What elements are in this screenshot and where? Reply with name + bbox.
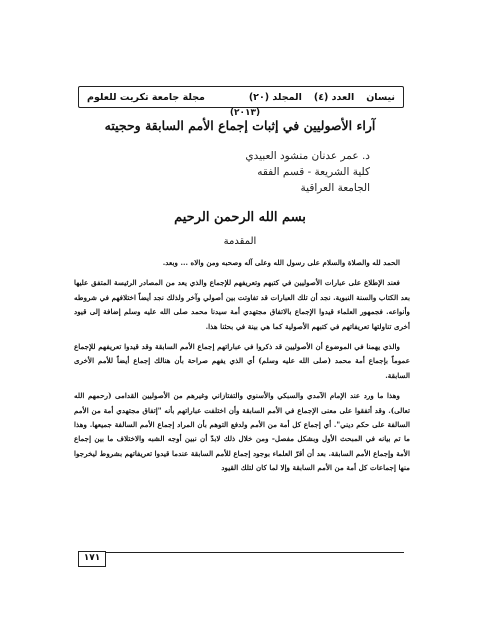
basmala: بسم الله الرحمن الرحيم xyxy=(174,210,306,225)
paragraph: الحمد لله والصلاة والسلام على رسول الله وعلى آله وصحبه ومن والاه ... وبعد. xyxy=(162,258,400,267)
author-name: د. عمر عدنان منشود العبيدي xyxy=(245,150,370,162)
journal-header xyxy=(78,86,404,108)
year-label: (٢٠١٣) xyxy=(229,108,261,118)
intro-heading: المقدمة xyxy=(223,236,257,247)
issue-label: العدد (٤) xyxy=(313,91,355,103)
issue-info xyxy=(249,92,395,103)
month-label: نيسان xyxy=(366,91,395,103)
author-dept: كلية الشريعة - قسم الفقه xyxy=(257,166,370,178)
footer-rule xyxy=(78,552,404,553)
journal-name: مجلة جامعة تكريت للعلوم xyxy=(87,91,205,103)
volume-label: المجلد (٢٠) xyxy=(248,91,302,103)
author-block xyxy=(150,148,370,196)
author-university: الجامعة العراقية xyxy=(300,182,370,194)
paragraph: فعند الإطلاع على عبارات الأصوليين في كتبهم وتعريفهم للإجماع والذي يعد من المصادر الرئيسة المتفق عليها بعد الكتاب والسنة النبوية. نجد أن تلك العبارات قد تفاوتت بين أصولي وآخر ولذلك نجد أيضاً اختلافهم في شروطه وأنواعه. فجمهور العلماء قيدوا الإجماع بالاتفاق مجتهدي أمة سيدنا محمد صلى الله عليه وسلم إضافة إلى قيود أخرى تناولتها تعريفاتهم في كتبهم الأصولية كما هي بينة في بحثنا هذا. xyxy=(74,278,410,331)
paragraph: والذي يهمنا في الموضوع أن الأصوليين قد ذكروا في عباراتهم إجماع الأمم السابقة وقد قيدوا تعريفهم للإجماع عموماً بإجماع أمة محمد (صلى الله عليه وسلم) أي الذي يفهم صراحة بأن هنالك إجماع أيضاً للأمم الأخرى السابقة. xyxy=(74,342,410,380)
paragraph: وهذا ما ورد عند الإمام الآمدي والسبكي والأسنوي والتفتازاني وغيرهم من الأصوليين القدامى (رحمهم الله تعالى). وقد أتفقوا على معنى الإجماع في الأمم السابقة وأن اختلفت عباراتهم بأنه "إتفاق مجتهدي أمة من الأمم السالفة على حكم ديني". أي إجماع كل أمة من الأمم ولدفع التوهم بأن المراد إجماع الأمم السالفة جميعها. وهذا ما تم بيانه في المبحث الأول وبشكل مفصل- ومن خلال ذلك لابدّ أن نبين أوجه الشبه والاختلاف ما بين إجماع الأمة وإجماع الأمم السابقة. بعد أن أقرّ العلماء بوجود إجماع للأمم السابقة عندما قيدوا تعريفاتهم بشروط ليخرجوا منها إجماعات كل أمة من الأمم السابقة وإلا لما كان لتلك القيود xyxy=(74,391,410,473)
paper-title: آراء الأصوليين في إثبات إجماع الأمم السابقة وحجيته xyxy=(104,118,376,133)
body-text xyxy=(74,256,410,556)
page-number: ١٧١ xyxy=(78,551,106,567)
